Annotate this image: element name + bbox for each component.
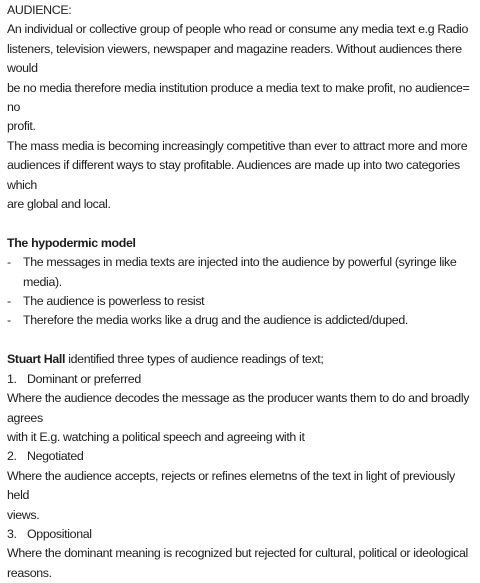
hall-intro-text: identified three types of audience readings of text; [65,352,324,367]
audience-heading: AUDIENCE: [7,3,72,17]
reading-description-line: with it E.g. watching a political speech and agreeing with it [7,429,305,444]
reading-number: 2. [7,449,17,464]
bullet-item [7,292,477,311]
mass-media-line: audiences if different ways to stay profitable. Audiences are made up into two categories which [7,158,460,192]
audience-definition-line: An individual or collective group of people who read or consume any media text e.g Radio [7,22,468,37]
reading-description-line: reasons. [7,565,52,580]
audience-definition-line: be no media therefore media institution produce a media text to make profit, no audience= no [7,80,470,115]
hall-name: Stuart Hall [7,352,66,367]
mass-media-line: The mass media is becoming increasingly competitive than ever to attract more and more [7,138,468,153]
mass-media-line: are global and local. [7,197,111,212]
reading-title-text: Oppositional [27,526,92,541]
hall-intro [7,350,477,369]
reading-number: 1. [7,371,17,386]
spacer [7,331,477,350]
bullet-text: Therefore the media works like a drug and the audience is addicted/duped. [23,313,408,328]
bullet-item [7,311,477,330]
reading-title [7,447,477,466]
audience-definition-line: profit. [7,119,36,134]
reading-description-line: Where the audience accepts, rejects or refines elemetns of the text in light of previously held [7,468,455,503]
document-page [7,1,477,583]
reading-description-line: views. [7,507,40,522]
reading-title-text: Negotiated [27,449,84,464]
bullet-item [7,253,477,292]
bullet-text: The messages in media texts are injected into the audience by powerful (syringe like media). [23,255,457,289]
audience-definition-line: listeners, television viewers, newspaper and magazine readers. Without audiences there would [7,41,462,76]
bullet-mark: - [7,294,11,309]
reading-title-text: Dominant or preferred [27,371,141,386]
reading-description-line: Where the audience decodes the message as the producer wants them to do and broadly agrees [7,391,470,425]
reading-description-line: Where the dominant meaning is recognized but rejected for cultural, political or ideological [7,546,468,561]
bullet-mark: - [7,255,11,270]
hypodermic-heading: The hypodermic model [7,235,136,250]
reading-number: 3. [7,526,17,541]
reading-title [7,525,477,544]
spacer [7,214,477,233]
bullet-mark: - [7,313,11,328]
reading-title [7,370,477,389]
bullet-text: The audience is powerless to resist [23,294,205,309]
